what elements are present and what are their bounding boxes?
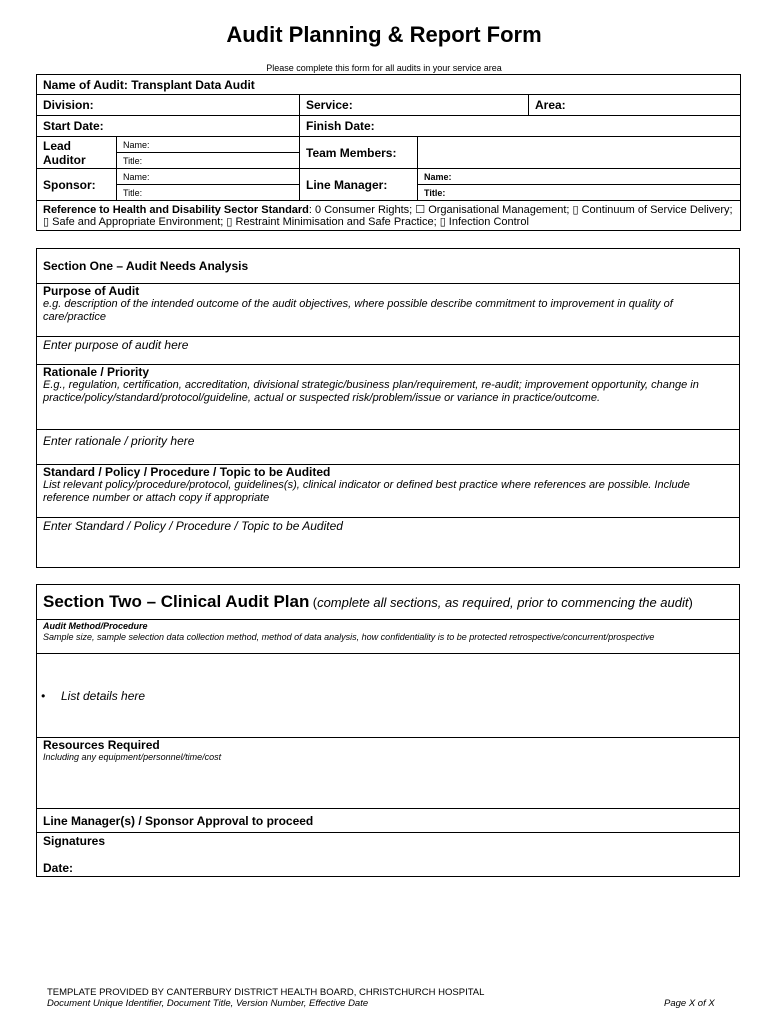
area-field[interactable]: Area:: [529, 95, 741, 116]
purpose-of-audit-block: [37, 284, 740, 337]
sector-standard-reference: [37, 201, 741, 231]
section-two-heading: Section Two – Clinical Audit Plan: [43, 592, 310, 611]
lead-auditor-title-field[interactable]: Title:: [117, 153, 300, 169]
resources-description: Including any equipment/personnel/time/cost: [43, 752, 222, 762]
purpose-input[interactable]: Enter purpose of audit here: [37, 337, 740, 365]
section-one-heading: Section One – Audit Needs Analysis: [37, 249, 740, 284]
line-manager-label: Line Manager:: [300, 169, 418, 201]
footer-page-number: Page X of X: [664, 998, 715, 1009]
section-two-heading-cell: [37, 585, 740, 620]
bullet-icon: •: [41, 688, 46, 703]
standard-input[interactable]: Enter Standard / Policy / Procedure / Topic to be Audited: [37, 518, 740, 568]
sponsor-title-field[interactable]: Title:: [117, 185, 300, 201]
footer-document-identifier: Document Unique Identifier, Document Title, Version Number, Effective Date: [47, 998, 369, 1009]
standard-label: Standard / Policy / Procedure / Topic to be Audited: [43, 465, 331, 479]
lead-auditor-name-field[interactable]: Name:: [117, 137, 300, 153]
footer-template-credit: TEMPLATE PROVIDED BY CANTERBURY DISTRICT HEALTH BOARD, CHRISTCHURCH HOSPITAL: [47, 987, 485, 998]
list-details-text[interactable]: List details here: [61, 688, 146, 703]
purpose-label: Purpose of Audit: [43, 284, 140, 298]
standard-description: List relevant policy/procedure/protocol, guidelines(s), clinical indicator or defined best practice where references are possible. Include reference number or attach copy if appropriate: [43, 479, 690, 504]
section-two-note-text: complete all sections, as required, prior to commencing the audit: [317, 595, 689, 610]
audit-method-input[interactable]: [37, 654, 740, 738]
audit-method-description: Sample size, sample selection data collection method, method of data analysis, how confidentiality is to be protected retrospective/concurrent/prospective: [43, 632, 655, 642]
section-one-table: [36, 248, 740, 568]
audit-details-table: [36, 74, 741, 231]
sponsor-label: Sponsor:: [37, 169, 117, 201]
sector-standard-label: Reference to Health and Disability Sector Standard: [43, 203, 309, 216]
team-members-field[interactable]: [418, 137, 741, 169]
team-members-label: Team Members:: [300, 137, 418, 169]
rationale-label: Rationale / Priority: [43, 365, 150, 379]
date-label: Date:: [43, 861, 74, 875]
audit-name-field[interactable]: Name of Audit: Transplant Data Audit: [37, 75, 741, 95]
rationale-description: E.g., regulation, certification, accreditation, divisional strategic/business plan/requirement, re-audit; improvement opportunity, change in practice/policy/standard/protocol/guideline, actual or suspected risk/problem/issue or variance in practice/outcome.: [43, 379, 699, 404]
signatures-label: Signatures: [43, 834, 106, 848]
line-manager-name-field[interactable]: Name:: [418, 169, 741, 185]
section-two-table: [36, 584, 740, 877]
start-date-field[interactable]: Start Date:: [37, 116, 300, 137]
audit-method-label: Audit Method/Procedure: [43, 621, 148, 631]
page-title: Audit Planning & Report Form: [226, 22, 542, 47]
rationale-block: [37, 365, 740, 430]
approval-label: Line Manager(s) / Sponsor Approval to proceed: [37, 809, 740, 833]
rationale-input[interactable]: Enter rationale / priority here: [37, 430, 740, 465]
resources-block[interactable]: [37, 738, 740, 809]
standard-block: [37, 465, 740, 518]
purpose-description: e.g. description of the intended outcome of the audit objectives, where possible describe commitment to improvement in quality of care/practice: [43, 298, 673, 323]
resources-label: Resources Required: [43, 738, 160, 752]
service-field[interactable]: Service:: [300, 95, 529, 116]
audit-method-block: [37, 620, 740, 654]
sector-standard-options[interactable]: : 0 Consumer Rights; ☐ Organisational Management; ▯ Continuum of Service Delivery; ▯ Safe and Appropriate Environment; ▯ Restraint Minimisation and Safe Practice; ▯ Infection Control: [43, 203, 733, 228]
line-manager-title-field[interactable]: Title:: [418, 185, 741, 201]
sponsor-name-field[interactable]: Name:: [117, 169, 300, 185]
division-field[interactable]: Division:: [37, 95, 300, 116]
signatures-block[interactable]: [37, 833, 740, 877]
finish-date-field[interactable]: Finish Date:: [300, 116, 741, 137]
lead-auditor-label: Lead Auditor: [37, 137, 117, 169]
section-two-note: (complete all sections, as required, prior to commencing the audit): [312, 595, 693, 610]
form-instructions: Please complete this form for all audits in your service area: [266, 63, 502, 73]
